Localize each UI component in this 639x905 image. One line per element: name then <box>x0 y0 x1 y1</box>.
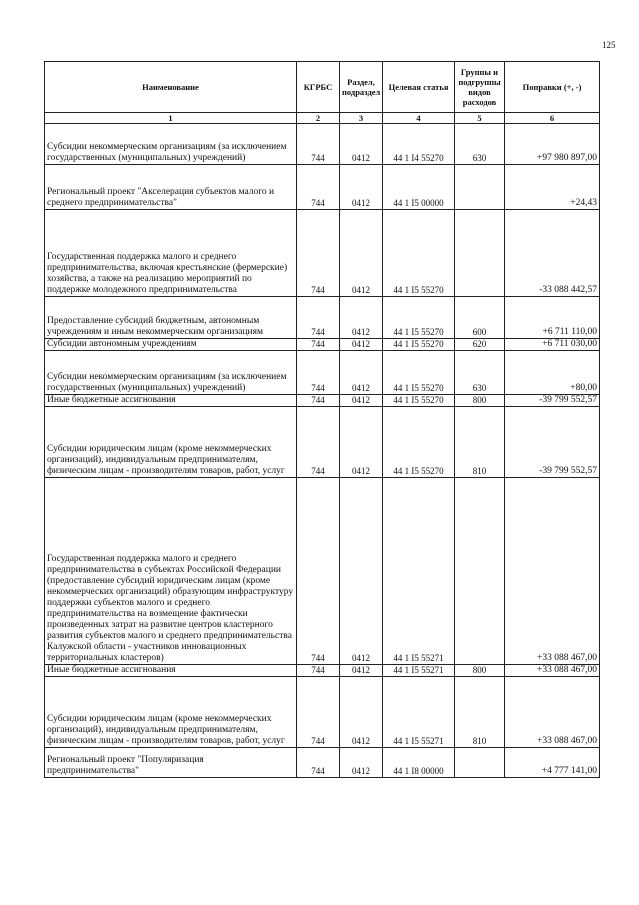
budget-table <box>44 61 600 778</box>
row-kgrbs: 744 <box>297 407 340 478</box>
row-amount: +33 088 467,00 <box>505 665 600 677</box>
row-section: 0412 <box>340 395 383 407</box>
column-number: 5 <box>455 113 505 124</box>
column-number: 4 <box>383 113 455 124</box>
row-target: 44 1 I5 55270 <box>383 210 455 297</box>
row-kgrbs: 744 <box>297 124 340 165</box>
row-name: Субсидии автономным учреждениям <box>45 339 297 351</box>
row-kgrbs: 744 <box>297 210 340 297</box>
row-group: 630 <box>455 351 505 395</box>
header-row <box>45 62 600 113</box>
row-name: Субсидии юридическим лицам (кроме некоммерческих организаций), индивидуальным предпринимателям, физическим лицам - производителям товаров, работ, услуг <box>45 407 297 478</box>
table-row <box>45 748 600 778</box>
row-section: 0412 <box>340 677 383 748</box>
header-amendment: Поправки (+, -) <box>505 62 600 113</box>
row-name: Государственная поддержка малого и среднего предпринимательства, включая крестьянские (фермерские) хозяйства, а также на реализацию мероприятий по поддержке молодежного предпринимательства <box>45 210 297 297</box>
table-row <box>45 351 600 395</box>
table-row <box>45 124 600 165</box>
column-number: 6 <box>505 113 600 124</box>
row-group: 600 <box>455 297 505 339</box>
row-group: 630 <box>455 124 505 165</box>
table-row <box>45 677 600 748</box>
row-amount: +6 711 110,00 <box>505 297 600 339</box>
row-target: 44 1 I5 55270 <box>383 351 455 395</box>
row-name: Региональный проект "Популяризация предпринимательства" <box>45 748 297 778</box>
row-name: Субсидии некоммерческим организациям (за исключением государственных (муниципальных) учреждений) <box>45 124 297 165</box>
row-target: 44 1 I5 55271 <box>383 665 455 677</box>
row-amount: +4 777 141,00 <box>505 748 600 778</box>
row-kgrbs: 744 <box>297 478 340 665</box>
header-group: Группы и подгруппы видов расходов <box>455 62 505 113</box>
row-section: 0412 <box>340 339 383 351</box>
row-name: Иные бюджетные ассигнования <box>45 395 297 407</box>
row-group: 810 <box>455 677 505 748</box>
row-target: 44 1 I8 00000 <box>383 748 455 778</box>
table-row <box>45 407 600 478</box>
row-group <box>455 210 505 297</box>
row-amount: +6 711 030,00 <box>505 339 600 351</box>
header-kgrbs: КГРБС <box>297 62 340 113</box>
table-row <box>45 210 600 297</box>
row-group: 800 <box>455 395 505 407</box>
row-amount: +97 980 897,00 <box>505 124 600 165</box>
row-name: Государственная поддержка малого и среднего предпринимательства в субъектах Российской Федерации (предоставление субсидий юридическим лицам (кроме некоммерческих организаций) образующим инфраструктуру поддержки субъектов малого и среднего предпринимательства на возмещение фактически произведенных затрат на развитие центров кластерного развития субъектов малого и среднего предпринимательства Калужской области - участников инновационных территориальных кластеров) <box>45 478 297 665</box>
column-number: 2 <box>297 113 340 124</box>
row-section: 0412 <box>340 478 383 665</box>
row-kgrbs: 744 <box>297 748 340 778</box>
row-name: Региональный проект "Акселерация субъектов малого и среднего предпринимательства" <box>45 165 297 210</box>
row-target: 44 1 I5 55270 <box>383 395 455 407</box>
row-target: 44 1 I5 55271 <box>383 677 455 748</box>
column-number-row <box>45 113 600 124</box>
row-kgrbs: 744 <box>297 297 340 339</box>
row-target: 44 1 I4 55270 <box>383 124 455 165</box>
row-amount: -39 799 552,57 <box>505 407 600 478</box>
row-section: 0412 <box>340 407 383 478</box>
page-number: 125 <box>602 40 616 50</box>
row-kgrbs: 744 <box>297 351 340 395</box>
row-section: 0412 <box>340 351 383 395</box>
row-amount: -39 799 552,57 <box>505 395 600 407</box>
row-name: Субсидии некоммерческим организациям (за исключением государственных (муниципальных) учреждений) <box>45 351 297 395</box>
row-amount: +33 088 467,00 <box>505 677 600 748</box>
row-group: 620 <box>455 339 505 351</box>
row-target: 44 1 I5 55270 <box>383 339 455 351</box>
row-kgrbs: 744 <box>297 165 340 210</box>
table-row <box>45 165 600 210</box>
row-group <box>455 165 505 210</box>
row-kgrbs: 744 <box>297 395 340 407</box>
row-target: 44 1 I5 55271 <box>383 478 455 665</box>
row-name: Предоставление субсидий бюджетным, автономным учреждениям и иным некоммерческим организациям <box>45 297 297 339</box>
table-row <box>45 339 600 351</box>
row-target: 44 1 I5 00000 <box>383 165 455 210</box>
row-group <box>455 748 505 778</box>
row-group <box>455 478 505 665</box>
header-name: Наименование <box>45 62 297 113</box>
column-number: 1 <box>45 113 297 124</box>
row-group: 800 <box>455 665 505 677</box>
header-target: Целевая статья <box>383 62 455 113</box>
row-amount: +80,00 <box>505 351 600 395</box>
row-name: Субсидии юридическим лицам (кроме некоммерческих организаций), индивидуальным предпринимателям, физическим лицам - производителям товаров, работ, услуг <box>45 677 297 748</box>
row-group: 810 <box>455 407 505 478</box>
table-row <box>45 297 600 339</box>
table-row <box>45 665 600 677</box>
row-section: 0412 <box>340 297 383 339</box>
header-section: Раздел, подраздел <box>340 62 383 113</box>
row-kgrbs: 744 <box>297 339 340 351</box>
column-number: 3 <box>340 113 383 124</box>
row-amount: -33 088 442,57 <box>505 210 600 297</box>
row-name: Иные бюджетные ассигнования <box>45 665 297 677</box>
row-kgrbs: 744 <box>297 665 340 677</box>
table-row <box>45 395 600 407</box>
row-target: 44 1 I5 55270 <box>383 297 455 339</box>
row-section: 0412 <box>340 124 383 165</box>
row-section: 0412 <box>340 210 383 297</box>
row-amount: +33 088 467,00 <box>505 478 600 665</box>
row-section: 0412 <box>340 665 383 677</box>
row-kgrbs: 744 <box>297 677 340 748</box>
row-section: 0412 <box>340 748 383 778</box>
row-amount: +24,43 <box>505 165 600 210</box>
table-row <box>45 478 600 665</box>
row-section: 0412 <box>340 165 383 210</box>
row-target: 44 1 I5 55270 <box>383 407 455 478</box>
